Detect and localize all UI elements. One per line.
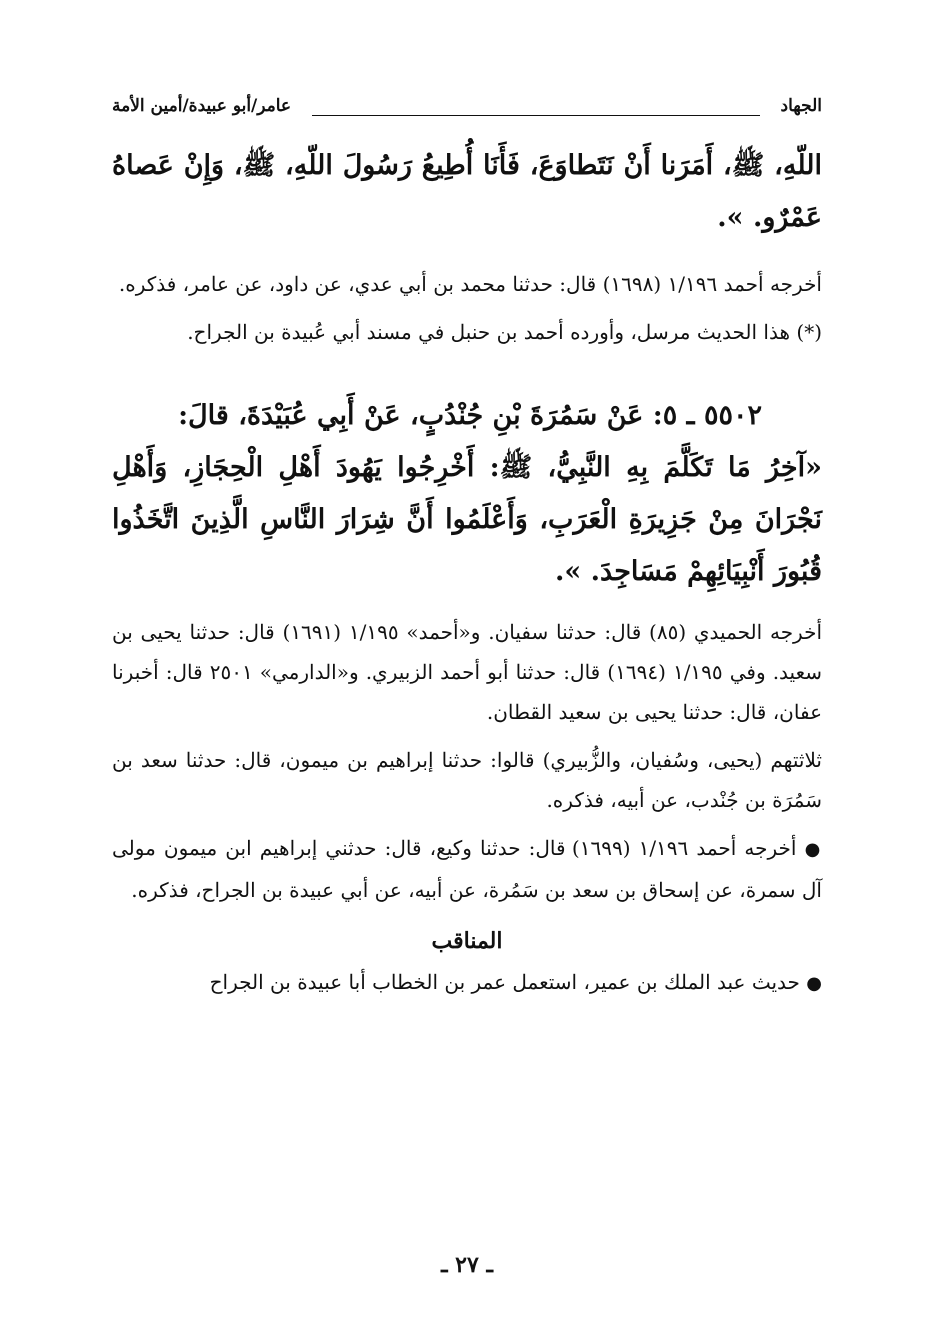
section-line — [112, 962, 822, 1004]
header-topic: عامر/أبو عبيدة/أمين الأمة — [112, 96, 292, 116]
takhrij-paragraph: أخرجه أحمد ١/١٩٦ (١٦٩٨) قال: حدثنا محمد بن أبي عدي، عن داود، عن عامر، فذكره. — [118, 272, 822, 296]
hadith-text: «آخِرُ مَا تَكَلَّمَ بِهِ النَّبِيُّ، ﷺ: أَخْرِجُوا يَهُودَ أَهْلِ الْحِجَازِ، وَأَهْلِ نَجْرَانَ مِنْ جَزِيرَةِ الْعَرَبِ، وَأَعْلَمُوا أَنَّ شِرَارَ النَّاسِ الَّذِينَ اتَّخَذُوا قُبُورَ أَنْبِيَائِهِمْ مَسَاجِدَ. ». — [112, 452, 822, 587]
header-chapter: الجهاد — [780, 96, 822, 116]
takhrij-paragraph-1: أخرجه الحميدي (٨٥) قال: حدثنا سفيان. و«أحمد» ١/١٩٥ (١٦٩١) قال: حدثنا يحيى بن سعيد. وفي ١/١٩٥ (١٦٩٤) قال: حدثنا أبو أحمد الزبيري. و«الدارمي» ٢٥٠١ قال: أخبرنا عفان، قال: حدثنا يحيى بن سعيد القطان. — [112, 620, 823, 724]
takhrij-paragraph-2: ثلاثتهم (يحيى، وسُفيان، والزُّبيري) قالوا: حدثنا إبراهيم بن ميمون، قال: حدثنا سعد بن سَمُرَة بن جُنْدب، عن أبيه، فذكره. — [112, 748, 822, 812]
comment-paragraph: (*) هذا الحديث مرسل، وأورده أحمد بن حنبل في مسند أبي عُبيدة بن الجراح. — [187, 320, 822, 344]
running-header — [112, 92, 822, 126]
hadith-intro: عَنْ سَمُرَةَ بْنِ جُنْدُبٍ، عَنْ أَبِي عُبَيْدَةَ، قالَ: — [178, 400, 644, 431]
hadith-number: ٥٥٠٢ ـ ٥: — [652, 400, 762, 431]
bullet-icon: ● — [804, 839, 822, 860]
page-number: ـ ٢٧ ـ — [441, 1252, 493, 1278]
section-line-text: حديث عبد الملك بن عمير، استعمل عمر بن الخطاب أبا عبيدة بن الجراح — [209, 970, 800, 994]
hadith-continuation: اللّهِ، ﷺ، أَمَرَنا أَنْ نَتَطاوَعَ، فَأَنَا أُطِيعُ رَسُولَ اللّهِ، ﷺ، وَإِنْ عَصاهُ عَمْرٌو. ». — [112, 150, 822, 233]
takhrij-paragraph-3-text: أخرجه أحمد ١/١٩٦ (١٦٩٩) قال: حدثنا وكيع، قال: حدثني إبراهيم ابن ميمون مولى آل سمرة، عن إسحاق بن سعد بن سَمُرة، عن أبيه، عن أبي عبيدة بن الجراح، فذكره. — [112, 836, 822, 902]
page — [112, 92, 822, 1302]
header-rule — [312, 115, 760, 116]
bullet-icon: ● — [806, 973, 822, 994]
hadith-heading — [112, 390, 822, 442]
takhrij-paragraph-3 — [112, 828, 822, 910]
section-title: المناقب — [431, 928, 503, 954]
